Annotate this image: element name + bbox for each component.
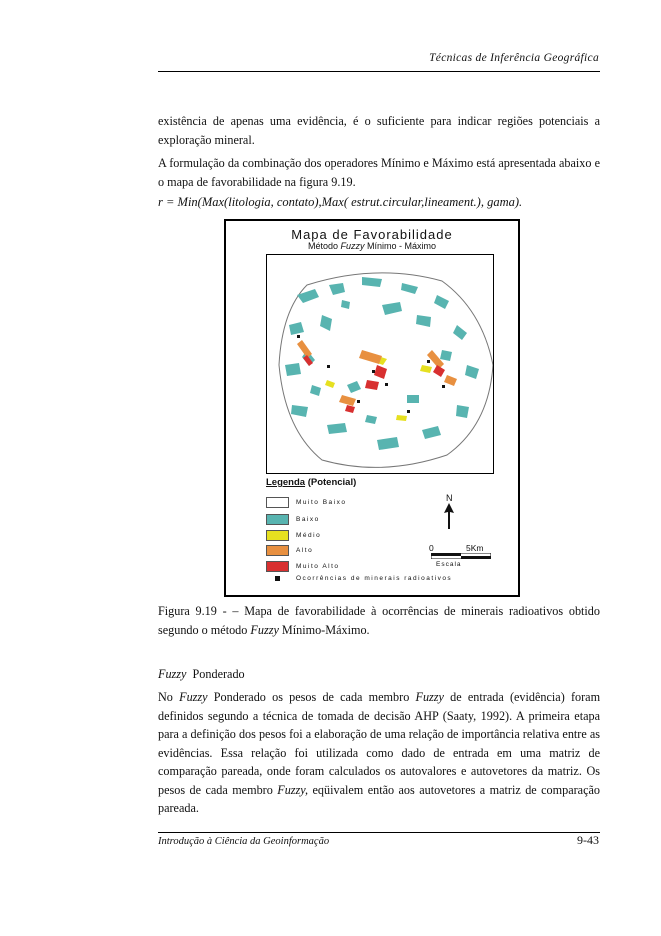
legend-label-muito-baixo: Muito Baixo (296, 499, 347, 506)
intro-paragraph-2: A formulação da combinação dos operadores Mínimo e Máximo está apresentada abaixo e o mapa de favorabilidade na figura 9.19. (158, 156, 600, 189)
scale-end: 5Km (466, 543, 484, 553)
caption-text-2: Mínimo-Máximo. (281, 623, 370, 637)
body-text-2: Ponderado os pesos de cada membro (213, 690, 410, 704)
intro-paragraph-1: existência de apenas uma evidência, é o suficiente para indicar regiões potenciais a exploração mineral. (158, 114, 600, 147)
scale-bar (431, 553, 491, 559)
section-heading (158, 667, 245, 682)
caption-text-1: Figura 9.19 - – Mapa de favorabilidade à ocorrências de minerais radioativos obtido segundo o método (158, 604, 600, 637)
body-fuzzy-2: Fuzzy (415, 690, 444, 704)
legend-label-muito-alto: Muito Alto (296, 563, 340, 570)
figure-subtitle-suffix: Mínimo - Máximo (367, 241, 437, 251)
legend-title (266, 477, 356, 488)
legend-subtitle: (Potencial) (307, 477, 357, 488)
legend-label-baixo: Baixo (296, 516, 320, 523)
legend-title-text: Legenda (266, 477, 306, 488)
north-arrow-icon (443, 503, 455, 529)
figure-subtitle-prefix: Método (307, 241, 338, 251)
caption-fuzzy: Fuzzy (250, 623, 279, 637)
legend-label-occurrences: Ocorrências de minerais radioativos (296, 575, 453, 582)
legend-label-alto: Alto (296, 547, 314, 554)
legend-swatch-muito-alto (266, 561, 289, 572)
section-heading-fuzzy: Fuzzy (158, 667, 187, 681)
legend-swatch-baixo (266, 514, 289, 525)
body-fuzzy-3: Fuzzy, (277, 782, 309, 797)
body-text-1: No (158, 690, 173, 704)
scale-start: 0 (429, 543, 434, 553)
section-heading-rest: Ponderado (192, 667, 245, 681)
legend-swatch-alto (266, 545, 289, 556)
map-frame (266, 254, 494, 474)
figure-title: Mapa de Favorabilidade (291, 227, 453, 242)
formula: r = Min(Max(litologia, contato),Max( estrut.circular,lineament.), gama). (158, 195, 523, 209)
legend-swatch-muito-baixo (266, 497, 289, 508)
figure-subtitle-fuzzy: Fuzzy (340, 241, 365, 251)
figure-caption (158, 602, 600, 640)
footer-book-title: Introdução à Ciência da Geoinformação (158, 836, 330, 847)
legend-label-medio: Médio (296, 532, 322, 539)
occurrence-marker-icon (275, 576, 280, 581)
favorability-map-figure (224, 219, 520, 597)
body-text-4: eqüivalem então aos autovetores a matriz de comparação pareada. (158, 782, 600, 815)
body-fuzzy-1: Fuzzy (179, 690, 208, 704)
legend-swatch-medio (266, 530, 289, 541)
running-header: Técnicas de Inferência Geográfica (429, 52, 599, 64)
page-number: 9-43 (577, 833, 599, 847)
body-text-3: de entrada (evidência) foram definidos segundo a técnica de tomada de decisão AHP (Saaty, 1992). A primeira etapa para a definição dos pesos foi a elaboração de uma relação de importância relativa entre as evidências. Essa relação foi utilizada como dado de entrada em uma matriz de comparação pareada, onde foram calculados os autovalores e autovetores da matriz. Os pesos de cada membro (158, 690, 601, 797)
body-paragraph (158, 688, 600, 818)
header-rule (158, 71, 600, 72)
figure-subtitle (226, 241, 518, 251)
footer-rule (158, 832, 600, 833)
favorability-map (267, 255, 493, 473)
north-label: N (446, 493, 453, 503)
scale-label: Escala (436, 561, 462, 568)
